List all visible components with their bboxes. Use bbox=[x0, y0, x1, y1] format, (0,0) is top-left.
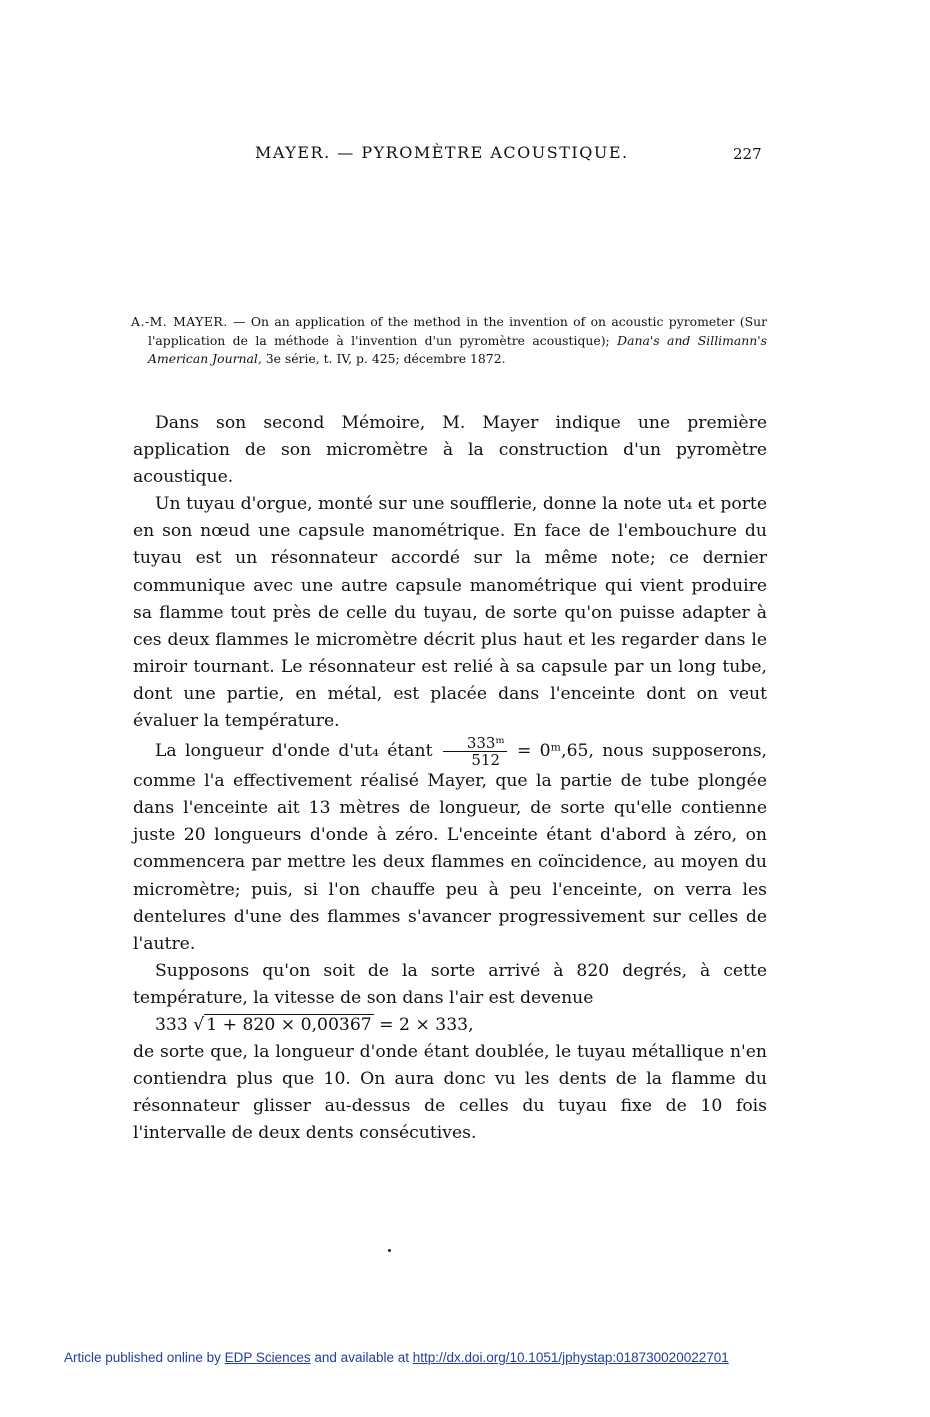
fraction-denominator: 512 bbox=[471, 751, 501, 770]
paragraph-5: de sorte que, la longueur d'onde étant doublée, le tuyau métallique n'en contiendra plus que 10. On aura donc vu les dents de la flamme du résonnateur glisser au-dessus de celles du tuyau fixe de 10 fois l'intervalle de deux dents consécutives. bbox=[133, 1042, 767, 1144]
reference-journal: Dana's and Sillimann's American Journal, bbox=[148, 332, 767, 366]
doi-link[interactable]: http://dx.doi.org/10.1051/jphystap:018730020022701 bbox=[412, 1350, 729, 1365]
wavelength-fraction bbox=[443, 735, 507, 768]
paragraph-4: Supposons qu'on soit de la sorte arrivé à 820 degrés, à cette température, la vitesse de son dans l'air est devenue bbox=[133, 960, 767, 1008]
reference-author: A.-M. MAYER. bbox=[131, 314, 228, 329]
running-title: MAYER. — PYROMÈTRE ACOUSTIQUE. bbox=[255, 143, 629, 162]
publisher-link[interactable]: EDP Sciences bbox=[224, 1350, 311, 1365]
paragraph-1: Dans son second Mémoire, M. Mayer indique une première application de son micromètre à la construction d'un pyromètre acoustique. bbox=[133, 413, 767, 488]
paragraph-3 bbox=[133, 735, 767, 958]
fraction-numerator: 333ᵐ bbox=[443, 735, 507, 752]
formula-part-a: 333 √ bbox=[155, 1014, 205, 1035]
paragraph-3-rest: = 0ᵐ,65, nous supposerons, comme l'a effectivement réalisé Mayer, que la partie de tube plongée dans l'enceinte ait 13 mètres de longueur, de sorte qu'elle contienne juste 20 longueurs d'onde à zéro. L'enceinte étant d'abord à zéro, on commencera par mettre les deux flammes en coïncidence, au moyen du micromètre; puis, si l'on chauffe peu à peu l'enceinte, on verra les dentelures d'une des flammes s'avancer progressivement sur celles de l'autre. bbox=[133, 741, 767, 954]
reference-text-2: 3e série, t. IV, p. 425; décembre 1872. bbox=[261, 351, 506, 366]
footer-prefix: Article published online by bbox=[64, 1350, 225, 1365]
publication-footer bbox=[64, 1350, 729, 1365]
print-speck bbox=[388, 1249, 391, 1252]
formula-radicand: 1 + 820 × 0,00367 bbox=[206, 1014, 372, 1035]
velocity-formula bbox=[133, 1012, 767, 1039]
paragraph-2: Un tuyau d'orgue, monté sur une soufflerie, donne la note ut₄ et porte en son nœud une capsule manométrique. En face de l'embouchure du tuyau est un résonnateur accordé sur la même note; ce dernier communique avec une autre capsule manométrique qui vient produire sa flamme tout près de celle du tuyau, de sorte qu'on puisse adapter à ces deux flammes le micromètre décrit plus haut et les regarder dans le miroir tournant. Le résonnateur est relié à sa capsule par un long tube, dont une partie, en métal, est placée dans l'enceinte dont on veut évaluer la température. bbox=[133, 494, 767, 732]
article-body bbox=[133, 410, 767, 1147]
paragraph-3-start: La longueur d'onde d'ut₄ étant bbox=[155, 741, 441, 762]
footer-middle: and available at bbox=[310, 1350, 413, 1365]
formula-part-c: = 2 × 333, bbox=[373, 1014, 474, 1035]
bibliographic-reference bbox=[131, 313, 767, 369]
page-number: 227 bbox=[733, 145, 762, 163]
reference-text-1: — On an application of the method in the invention of on acoustic pyrometer (Sur l'application de la méthode à l'invention d'un pyromètre acoustique); bbox=[148, 314, 768, 348]
reference-paragraph bbox=[131, 313, 767, 369]
running-header bbox=[0, 143, 930, 167]
